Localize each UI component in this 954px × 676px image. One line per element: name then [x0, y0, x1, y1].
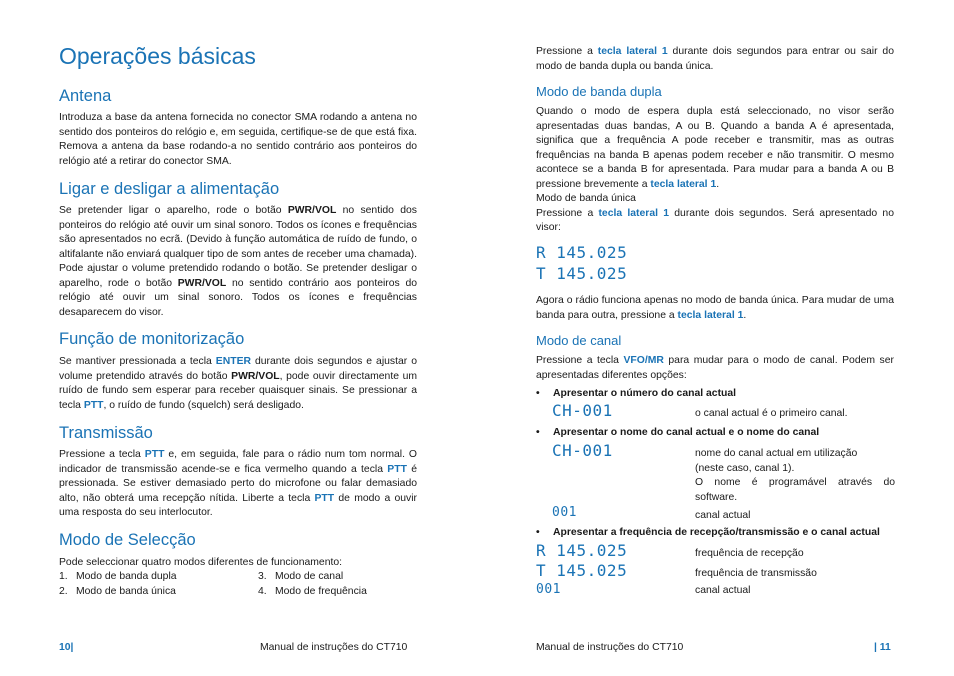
footer-title-right: Manual de instruções do CT710 — [536, 642, 684, 653]
power-text: Se pretender ligar o aparelho, rode o botão PWR/VOL no sentido dos ponteiros do relógio até ouvir um sinal sonoro. Todos os ícones e frequências são apresentados no ecrã. (Devido à função automática de ruído de fundo, o altifalante não enviará qualquer tipo de som antes de receber uma chamada). Pode ajustar o volume pretendido rodando o botão. Se pretender desligar o aparelho, rode o botão PWR/VOL no sentido contrário aos ponteiros do relógio até ouvir um sinal sonoro. Todos os ícones e frequências desaparecem do visor. — [59, 205, 418, 318]
note-channel-number: o canal actual é o primeiro canal. — [695, 408, 848, 419]
lcd-rx-frequency: R 145.025 — [536, 243, 628, 262]
dual-band-text: Quando o modo de espera dupla está seleccionado, no visor serão apresentadas duas bandas, A ou B. Quando a banda A é apresentada, significa que a frequência A pode receber e transmitir, mas as outras frequências na banda B apenas podem receber e não transmitir. O mesmo acontece se a banda B for apresentada. Para mudar para a banda A ou B pressione brevemente a tecla lateral 1. Modo de banda única Pressione a tecla lateral 1 durante dois segundos. Será apresentado no visor: — [536, 106, 894, 233]
side-key-intro: Pressione a tecla lateral 1 durante dois segundos para entrar ou sair do modo de banda dupla ou banda única. — [536, 46, 894, 72]
lcd-channel-number: CH-001 — [552, 401, 613, 420]
lcd-tx: T 145.025 — [536, 561, 628, 580]
antena-text: Introduza a base da antena fornecida no conector SMA rodando a antena no sentido dos ponteiros do relógio e, em seguida, certifique-se de que está fixa. Remova a antena da base rodando-a no sentido contrário aos ponteiros do relógio até a retirar do conector SMA. — [59, 112, 417, 167]
note-channel: canal actual — [695, 585, 751, 596]
list-item: 1. Modo de banda dupla — [59, 571, 177, 582]
lcd-rx: R 145.025 — [536, 541, 628, 560]
heading-channel-mode: Modo de canal — [536, 333, 622, 348]
heading-select: Modo de Selecção — [59, 531, 196, 549]
heading-monitor: Função de monitorização — [59, 330, 245, 348]
single-band-text: Agora o rádio funciona apenas no modo de banda única. Para mudar de uma banda para outra, pressione a tecla lateral 1. — [536, 295, 894, 321]
bullet-frequency: • Apresentar a frequência de recepção/transmissão e o canal actual — [536, 527, 880, 538]
mode-list-col2 — [258, 570, 367, 599]
heading-transmit: Transmissão — [59, 424, 153, 442]
list-item: 3. Modo de canal — [258, 571, 344, 582]
footer-title-left: Manual de instruções do CT710 — [260, 642, 408, 653]
page-number-right: | 11 — [874, 642, 891, 653]
bullet-channel-name: • Apresentar o nome do canal actual e o nome do canal — [536, 427, 820, 438]
page-number-left: 10| — [59, 642, 74, 653]
lcd-channel-index: 001 — [552, 505, 577, 520]
lcd-channel-name: CH-001 — [552, 441, 613, 460]
heading-dual-band: Modo de banda dupla — [536, 84, 662, 99]
note-tx: frequência de transmissão — [695, 568, 817, 579]
channel-mode-text: Pressione a tecla VFO/MR para mudar para o modo de canal. Podem ser apresentadas diferentes opções: — [536, 355, 894, 381]
heading-antena: Antena — [59, 87, 112, 105]
select-intro: Pode seleccionar quatro modos diferentes de funcionamento: — [59, 557, 343, 568]
note-channel-name: nome do canal actual em utilização (neste caso, canal 1). O nome é programável através do software. — [695, 448, 895, 503]
lcd-channel: 001 — [536, 582, 561, 597]
heading-power: Ligar e desligar a alimentação — [59, 180, 280, 198]
list-item: 2. Modo de banda única — [59, 585, 176, 597]
lcd-tx-frequency: T 145.025 — [536, 264, 628, 283]
mode-list-col1 — [59, 570, 177, 599]
monitor-text: Se mantiver pressionada a tecla ENTER durante dois segundos e ajustar o volume pretendido através do botão PWR/VOL, pode ouvir directamente um ruído de fundo sem esperar para receber quaisquer sinais. Se pressionar a tecla PTT, o ruído de fundo (squelch) será desligado. — [59, 356, 418, 411]
page-title: Operações básicas — [59, 43, 256, 69]
note-rx: frequência de recepção — [695, 548, 804, 559]
note-channel-index: canal actual — [695, 510, 751, 521]
list-item: 4. Modo de frequência — [258, 585, 367, 597]
bullet-channel-number: • Apresentar o número do canal actual — [536, 388, 737, 399]
transmit-text: Pressione a tecla PTT e, em seguida, fale para o rádio num tom normal. O indicador de transmissão acende-se e fica vermelho quando a tecla PTT é pressionada. Se estiver demasiado perto do microfone ou falar demasiado alto, não obterá uma recepção nítida. Liberte a tecla PTT de modo a ouvir uma resposta do seu interlocutor. — [59, 449, 417, 518]
